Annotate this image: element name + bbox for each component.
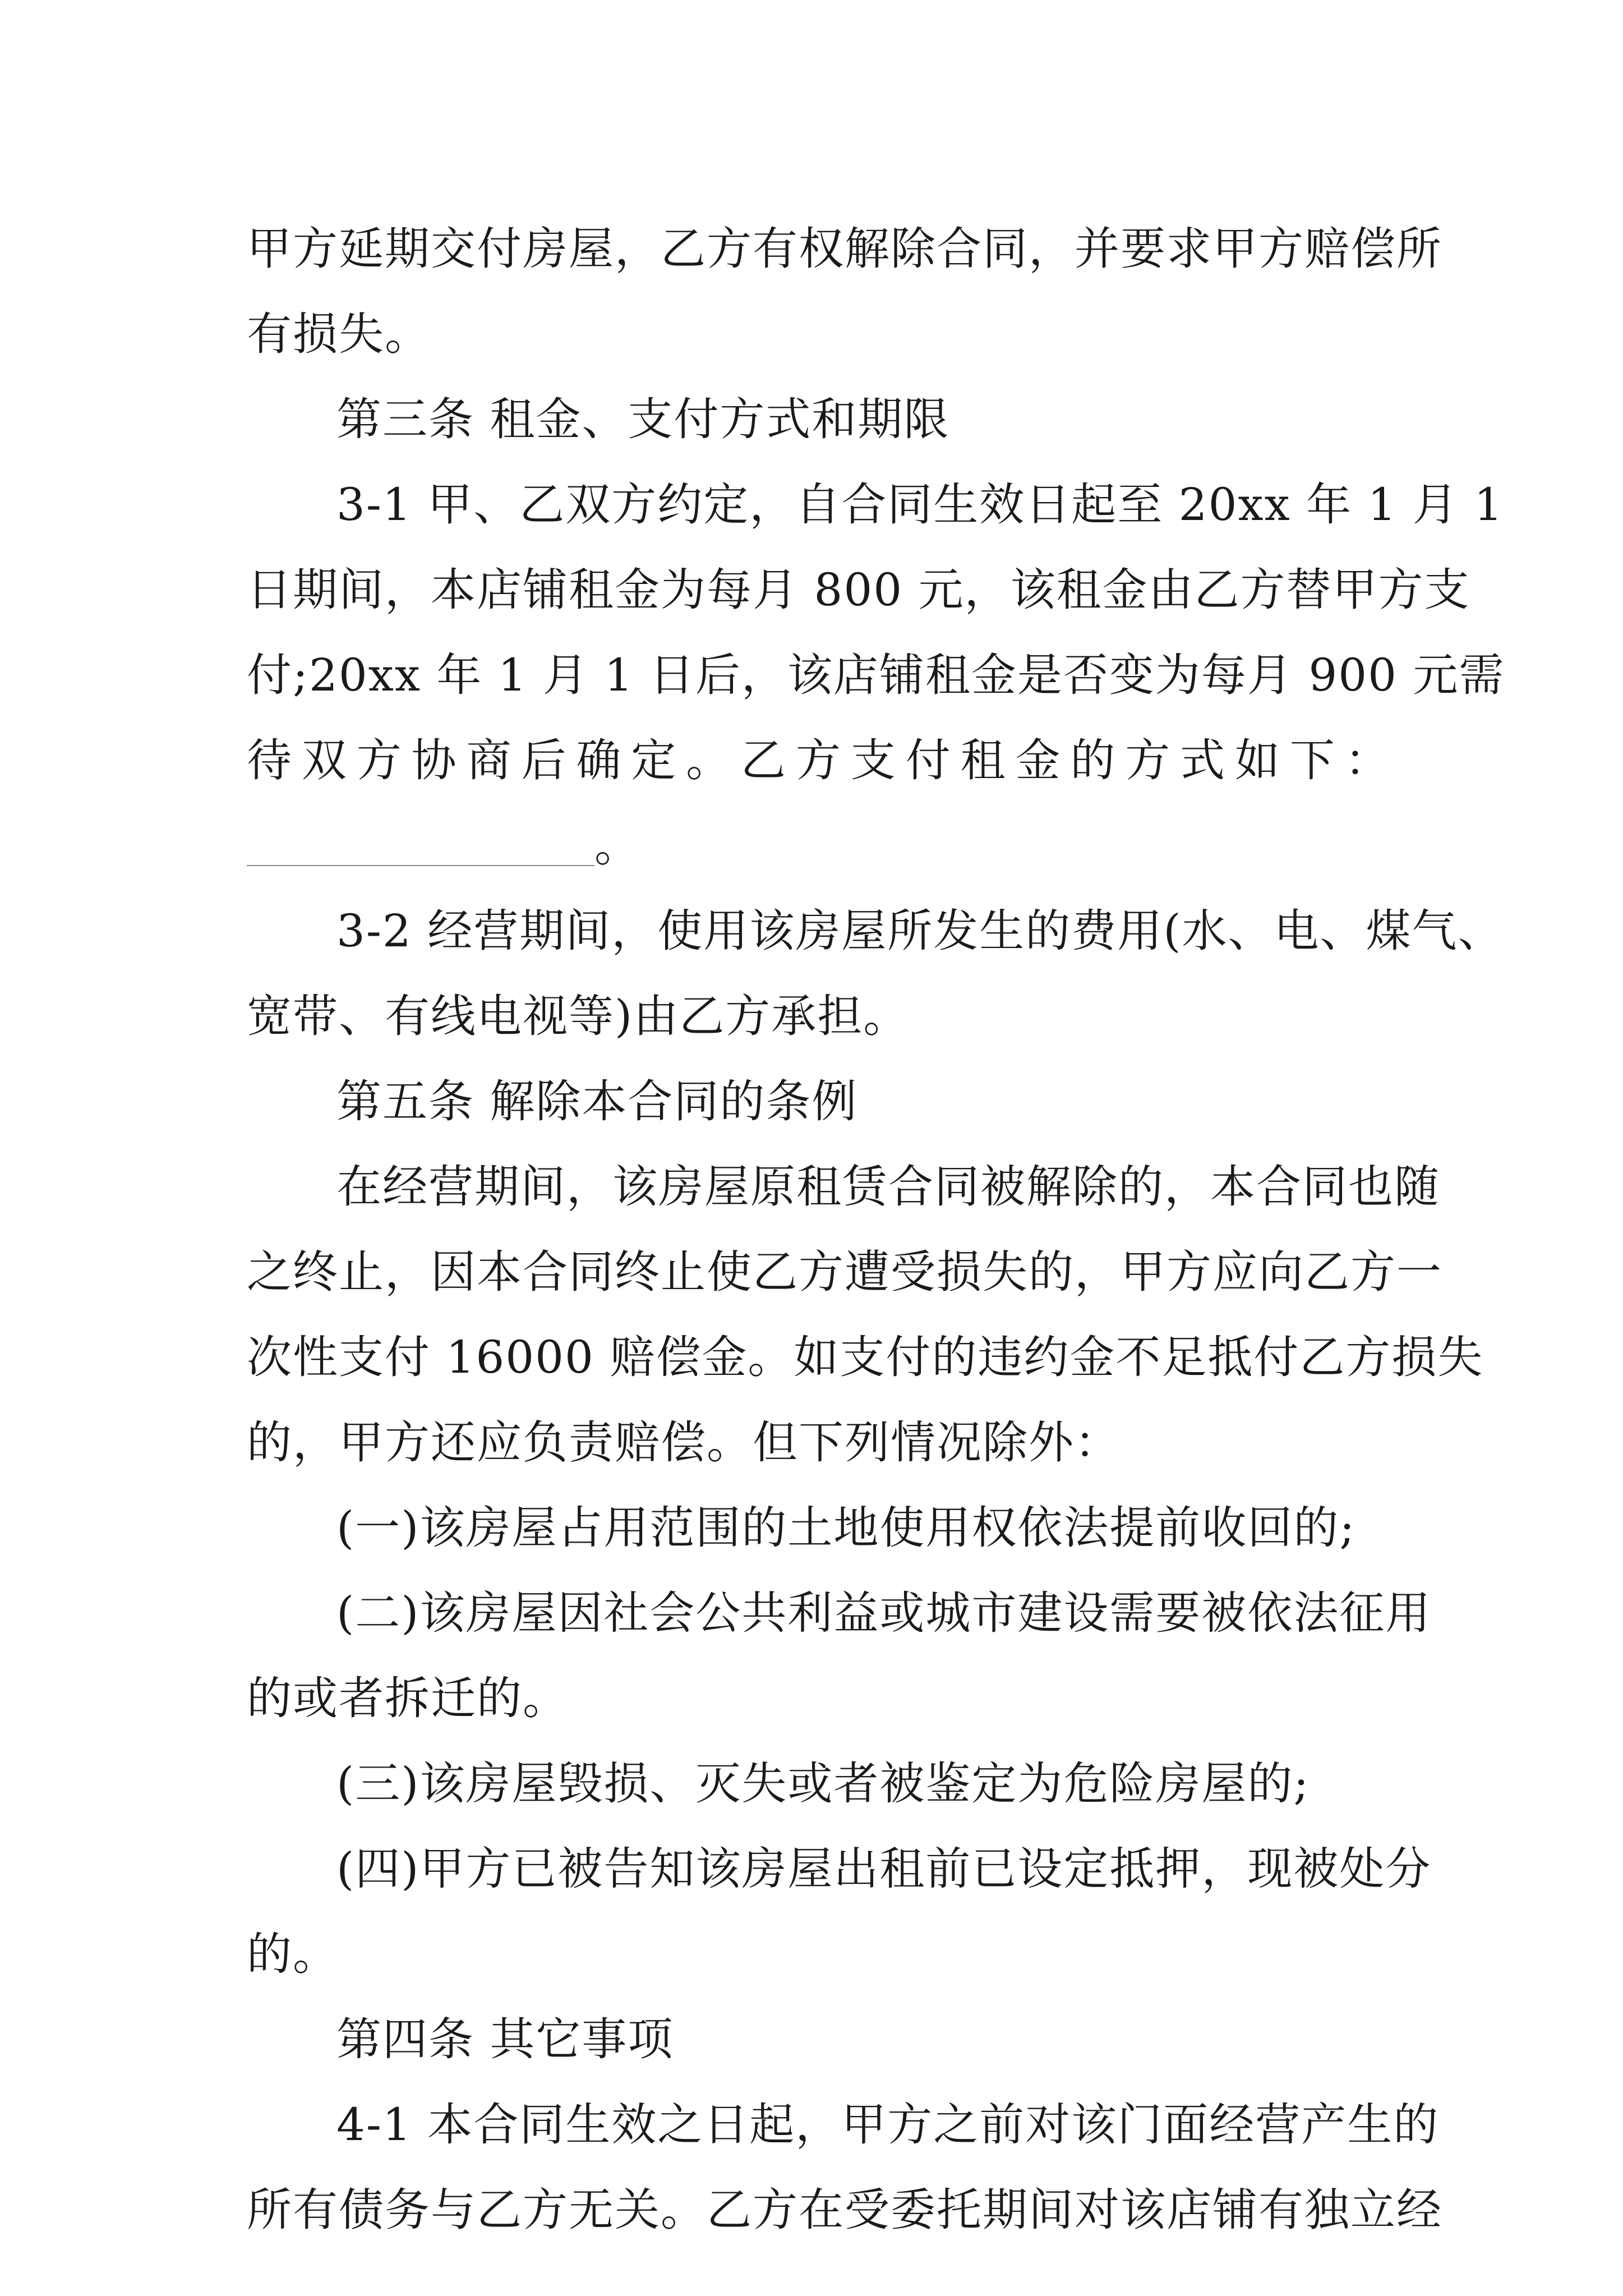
justified-char: 待 [247,734,293,786]
paragraph-line: 4-1 本合同生效之日起，甲方之前对该门面经营产生的 [336,2099,1440,2151]
justified-char: 协 [411,734,458,786]
justified-char: 。 [686,734,732,786]
justified-char: 方 [356,734,403,786]
paragraph-line: 的或者拆迁的。 [247,1672,569,1724]
justified-char: 双 [301,734,348,786]
justified-char: 如 [1235,734,1281,786]
document-body [247,206,1505,2253]
paragraph-line: 3-2 经营期间，使用该房屋所发生的费用(水、电、煤气、 [336,905,1504,957]
paragraph-line: 次性支付 16000 赔偿金。如支付的违约金不足抵付乙方损失 [247,1331,1484,1383]
paragraph-line: 所有债务与乙方无关。乙方在受委托期间对该店铺有独立经 [247,2184,1442,2236]
paragraph-line: 日期间，本店铺租金为每月 800 元，该租金由乙方替甲方支 [247,564,1470,616]
justified-char: 付 [905,734,952,786]
justified-char: 商 [466,734,513,786]
section-heading-article-4: 第四条 其它事项 [336,2013,674,2065]
paragraph-line: 3-1 甲、乙双方约定，自合同生效日起至 20xx 年 1 月 1 [336,478,1504,531]
justified-char: 后 [521,734,568,786]
justified-char: 的 [1070,734,1117,786]
justified-char: ： [1344,734,1391,786]
justified-char: 租 [960,734,1007,786]
list-item-4: (四)甲方已被告知该房屋出租前已设定抵押，现被处分 [336,1843,1432,1895]
justified-char: 下 [1289,734,1336,786]
paragraph-line: 甲方延期交付房屋，乙方有权解除合同，并要求甲方赔偿所 [247,223,1442,275]
paragraph-line: 宽带、有线电视等)由乙方承担。 [247,990,910,1042]
list-item-3: (三)该房屋毁损、灭失或者被鉴定为危险房屋的; [336,1757,1310,1810]
justified-char: 式 [1180,734,1227,786]
blank-terminator: 。 [594,820,640,872]
justified-char: 方 [795,734,842,786]
justified-char: 定 [631,734,677,786]
paragraph-line: 之终止，因本合同终止使乙方遭受损失的，甲方应向乙方一 [247,1246,1442,1298]
fill-in-line [247,803,1391,889]
justified-char: 支 [850,734,897,786]
paragraph-line: 有损失。 [247,308,431,360]
paragraph-line: 的，甲方还应负责赔偿。但下列情况除外： [247,1416,1121,1469]
justified-char: 金 [1015,734,1062,786]
paragraph-line-justified [247,718,1391,803]
list-item-1: (一)该房屋占用范围的土地使用权依法提前收回的; [336,1502,1356,1554]
paragraph-line: 付;20xx 年 1 月 1 日后，该店铺租金是否变为每月 900 元需 [247,649,1505,701]
paragraph-line: 在经营期间，该房屋原租赁合同被解除的，本合同也随 [336,1161,1440,1213]
justified-char: 乙 [741,734,787,786]
paragraph-line: 的。 [247,1928,339,1980]
list-item-2: (二)该房屋因社会公共利益或城市建设需要被依法征用 [336,1587,1432,1639]
justified-char: 确 [576,734,623,786]
justified-char: 方 [1125,734,1172,786]
section-heading-article-5: 第五条 解除本合同的条例 [336,1075,858,1128]
section-heading-article-3: 第三条 租金、支付方式和期限 [336,393,950,445]
blank-underline [247,865,594,866]
